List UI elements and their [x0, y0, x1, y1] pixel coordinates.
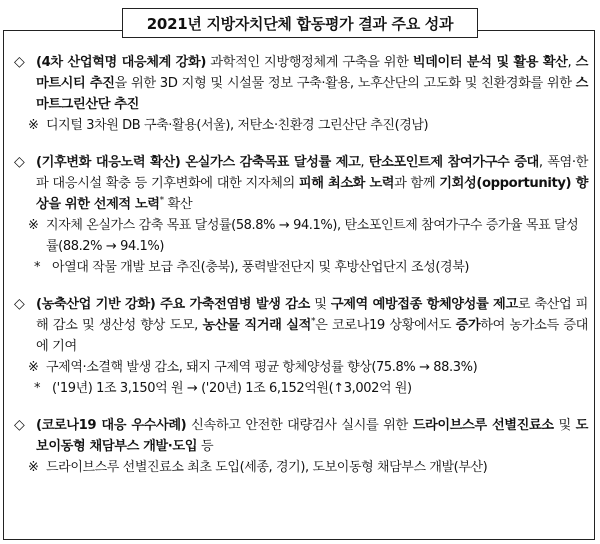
reference-mark-icon: ※ — [28, 360, 39, 375]
note-text: 구제역·소결핵 발생 감소, 돼지 구제역 평균 항체양성률 향상(75.8% → 88.3%) — [46, 360, 478, 375]
text-run: 과학적인 지방행정체계 구축을 위한 — [206, 55, 413, 70]
text-run: , — [567, 55, 576, 70]
section-4 — [14, 415, 588, 478]
text-run: 을 위한 3D 지형 및 시설물 정보 구축·활용, 노후산단의 고도화 및 친환경화를 위한 — [114, 76, 576, 91]
bold-phrase: 피해 최소화 노력 — [298, 176, 395, 191]
diamond-bullet-icon: ◇ — [14, 154, 25, 170]
reference-mark-icon: ※ — [28, 218, 39, 233]
bold-phrase: 빅데이터 분석 및 활용 확산 — [412, 55, 568, 70]
section-text — [36, 52, 588, 115]
footnote — [14, 257, 588, 278]
text-run: 하여 농가소득 증대에 기여 — [36, 318, 588, 354]
text-run: 은 코로나19 상황에서도 — [315, 318, 456, 333]
section-body — [14, 52, 588, 115]
section-1 — [14, 52, 588, 136]
text-run: 등 — [197, 439, 214, 454]
section-body — [14, 294, 588, 357]
title-text: 2021년 지방자치단체 합동평가 결과 주요 성과 — [146, 14, 454, 33]
bold-phrase: 기회성(opportunity) 향상을 위한 선제적 노력 — [36, 176, 588, 212]
bold-phrase: 드라이브스루 선별진료소 — [412, 418, 554, 433]
footnote — [14, 378, 588, 399]
note-text: ('19년) 1조 3,150억 원 → ('20년) 1조 6,152억원(↑3,002억 원) — [52, 381, 412, 396]
asterisk-mark-icon: * — [34, 260, 41, 275]
document-title — [122, 8, 478, 38]
section-body — [14, 415, 588, 457]
bold-phrase: 도보이동형 채담부스 개발·도입 — [36, 418, 588, 454]
sections-container — [14, 52, 588, 494]
text-run: 신속하고 안전한 대량검사 실시를 위한 — [186, 418, 413, 433]
diamond-bullet-icon: ◇ — [14, 296, 25, 312]
text-run: , — [360, 155, 369, 170]
diamond-bullet-icon: ◇ — [14, 417, 25, 433]
section-body — [14, 152, 588, 215]
reference-mark-icon: ※ — [28, 118, 39, 133]
reference-note — [14, 357, 588, 378]
text-run: 확산 — [163, 197, 193, 212]
section-text — [36, 415, 588, 457]
bold-phrase: 증가 — [455, 318, 481, 333]
asterisk-mark-icon: * — [34, 381, 41, 396]
bold-phrase: (기후변화 대응노력 확산) 온실가스 감축목표 달성률 제고 — [36, 155, 361, 170]
bold-phrase: (4차 산업혁명 대응체계 강화) — [36, 55, 206, 70]
bold-phrase: 탄소포인트제 참여가구수 증대 — [368, 155, 539, 170]
bold-phrase: (농축산업 기반 강화) 주요 가축전염병 발생 감소 — [36, 297, 310, 312]
note-text: 디지털 3차원 DB 구축·활용(서울), 저탄소·친환경 그린산단 추진(경남) — [46, 118, 429, 133]
section-text — [36, 294, 588, 357]
reference-note — [14, 215, 588, 257]
reference-mark-icon: ※ — [28, 460, 39, 475]
note-text: 아열대 작물 개발 보급 추진(충북), 풍력발전단지 및 후방산업단지 조성(경북) — [52, 260, 470, 275]
diamond-bullet-icon: ◇ — [14, 54, 25, 70]
footnote-marker: * — [310, 316, 316, 327]
note-text: 지자체 온실가스 감축 목표 달성률(58.8% → 94.1%), 탄소포인트제 참여가구수 증가율 목표 달성률(88.2% → 94.1%) — [46, 218, 579, 254]
bold-phrase: 스마트그린산단 추진 — [36, 76, 589, 112]
bold-phrase: 농산물 직거래 실적 — [202, 318, 311, 333]
section-2 — [14, 152, 588, 278]
text-run: 로 축산업 피해 감소 및 생산성 향상 도모, — [36, 297, 589, 333]
text-run: 및 — [309, 297, 331, 312]
bold-phrase: (코로나19 대응 우수사례) — [36, 418, 187, 433]
section-3 — [14, 294, 588, 399]
bold-phrase: 구제역 예방접종 항체양성률 제고 — [330, 297, 518, 312]
bold-phrase: 스마트시티 추진 — [36, 55, 588, 91]
footnote-marker: * — [159, 195, 164, 206]
reference-note — [14, 457, 588, 478]
text-run: 및 — [553, 418, 576, 433]
text-run: , 폭염·한파 대응시설 확충 등 기후변화에 대한 지자체의 — [36, 155, 588, 191]
section-text — [36, 152, 588, 215]
reference-note — [14, 115, 588, 136]
note-text: 드라이브스루 선별진료소 최초 도입(세종, 경기), 도보이동형 채담부스 개발(부산) — [46, 460, 488, 475]
text-run: 과 함께 — [394, 176, 440, 191]
